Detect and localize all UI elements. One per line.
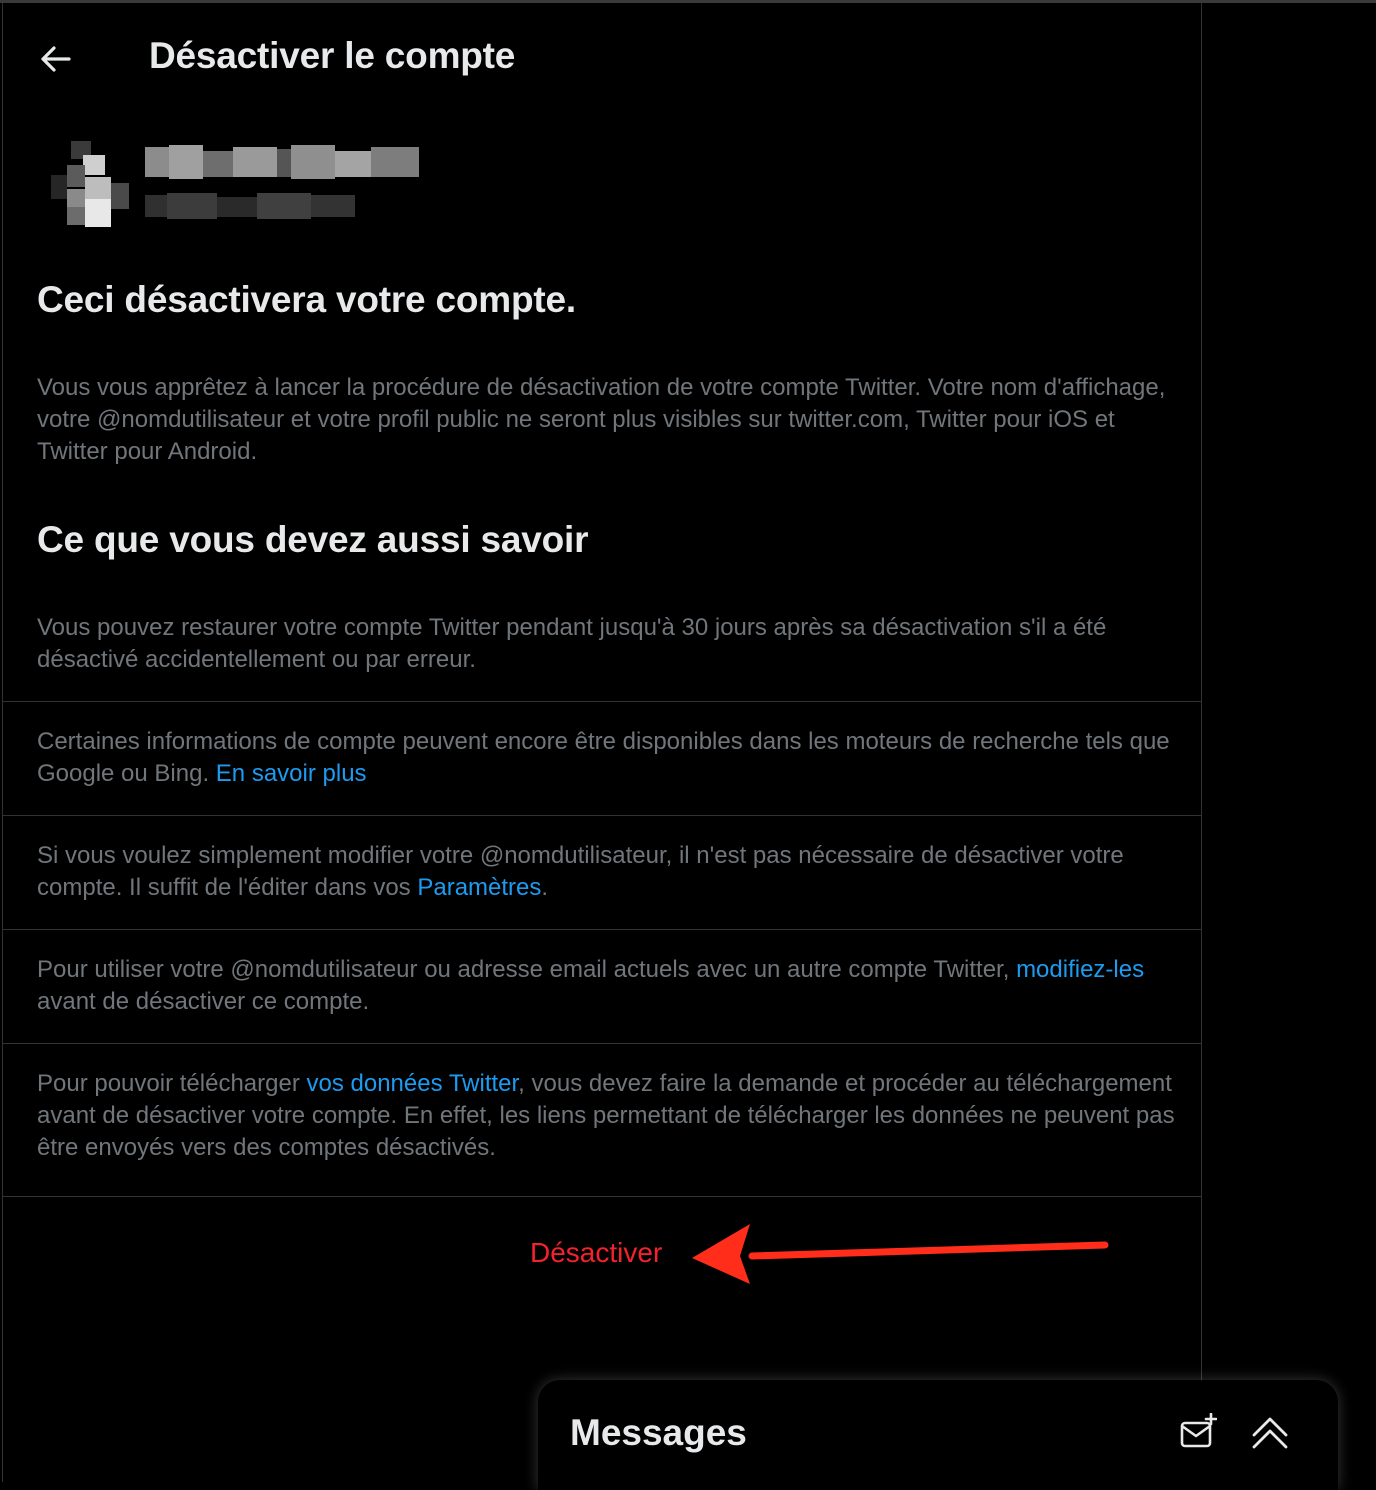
- divider: [3, 929, 1202, 930]
- search-engines-info: [37, 726, 1177, 790]
- deactivation-heading: Ceci désactivera votre compte.: [37, 279, 576, 320]
- username-change-info: [37, 840, 1177, 904]
- account-summary: [3, 123, 1202, 243]
- reuse-text-before: Pour utiliser votre @nomdutilisateur ou adresse email actuels avec un autre compte Twitter,: [37, 956, 1017, 983]
- handle-pixelated: [145, 191, 357, 221]
- messages-title: Messages: [570, 1412, 747, 1453]
- deactivation-description: Vous vous apprêtez à lancer la procédure de désactivation de votre compte Twitter. Votre nom d'affichage, votre @nomdutilisateur et votre profil public ne seront plus visibles sur twitter.com, Twitter pour iOS et Twitter pour Android.: [37, 374, 1166, 465]
- double-chevron-up-icon: [1251, 1413, 1289, 1451]
- learn-more-link[interactable]: En savoir plus: [215, 760, 367, 787]
- divider: [3, 701, 1202, 702]
- reuse-handle-info: [37, 954, 1177, 1018]
- divider: [3, 1043, 1202, 1044]
- modify-link[interactable]: modifiez-les: [1016, 956, 1145, 983]
- messages-drawer[interactable]: [538, 1380, 1338, 1490]
- username-text-before: Si vous voulez simplement modifier votre @nomdutilisateur, il n'est pas nécessaire de désactiver votre compte. Il suffit de l'éditer dans vos: [37, 842, 1124, 901]
- new-message-icon: [1179, 1413, 1217, 1451]
- reuse-text-after: avant de désactiver ce compte.: [37, 988, 370, 1015]
- deactivate-button[interactable]: Désactiver: [530, 1237, 663, 1268]
- info-heading: Ce que vous devez aussi savoir: [37, 519, 589, 560]
- download-text-after: , vous devez faire la demande et procéder au téléchargement avant de désactiver votre compte. En effet, les liens permettant de télécharger les données ne peuvent pas être envoyés vers des comptes désactivés.: [37, 1070, 1175, 1161]
- username-text-after: .: [541, 874, 549, 901]
- display-name-pixelated: [145, 145, 421, 181]
- search-engines-text: Certaines informations de compte peuvent encore être disponibles dans les moteurs de recherche tels que Google ou Bing.: [37, 728, 1170, 787]
- divider: [3, 815, 1202, 816]
- page-header: [3, 3, 1202, 109]
- twitter-data-link[interactable]: vos données Twitter: [306, 1070, 519, 1097]
- arrow-left-icon: [39, 45, 71, 73]
- page-title: Désactiver le compte: [149, 35, 516, 76]
- expand-messages-button[interactable]: [1248, 1410, 1292, 1454]
- restore-info: Vous pouvez restaurer votre compte Twitter pendant jusqu'à 30 jours après sa désactivation s'il a été désactivé accidentellement ou par erreur.: [37, 614, 1107, 673]
- back-button[interactable]: [33, 37, 77, 81]
- settings-link[interactable]: Paramètres: [417, 874, 542, 901]
- annotation-arrow-icon: [680, 1212, 1110, 1287]
- download-text-before: Pour pouvoir télécharger: [37, 1070, 307, 1097]
- avatar: [47, 133, 131, 229]
- new-message-button[interactable]: [1176, 1410, 1220, 1454]
- divider: [3, 1196, 1202, 1197]
- download-data-info: [37, 1068, 1177, 1164]
